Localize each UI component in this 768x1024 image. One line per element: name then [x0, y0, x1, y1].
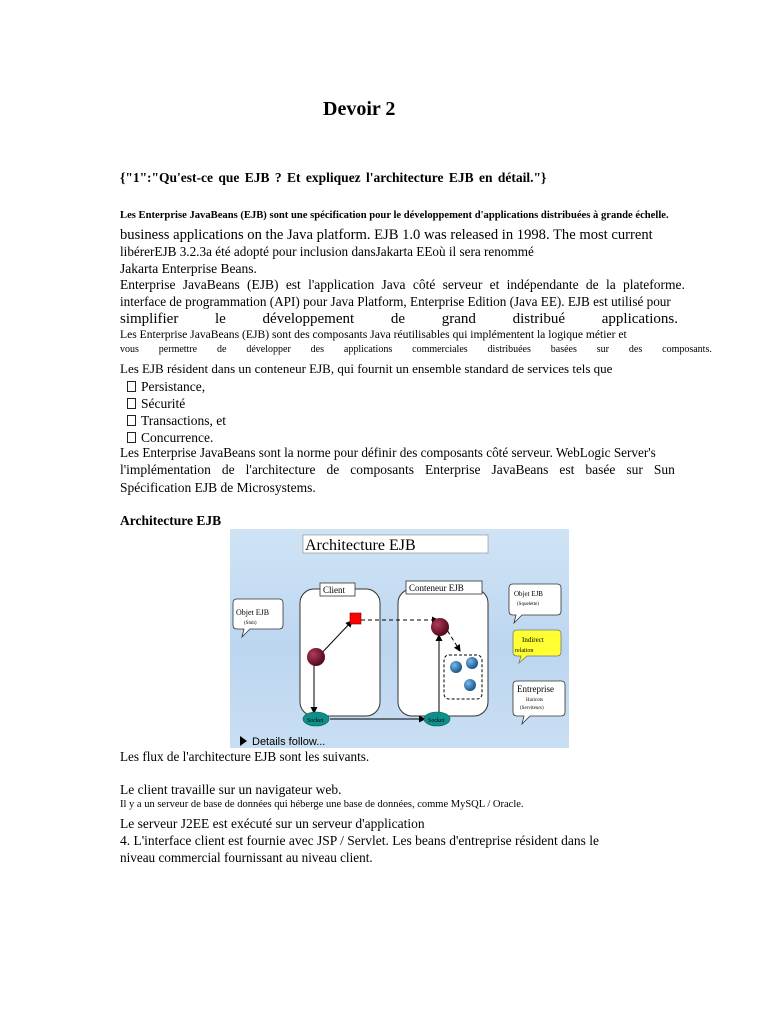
para3-line1: Les Enterprise JavaBeans sont la norme pour définir des composants côté serveur. WebLogic Server's: [120, 445, 656, 460]
indirect-note: [513, 630, 561, 663]
objet-left-label: Objet EJB: [236, 608, 270, 617]
para2-line3: simplifier le développement de grand distribué applications.: [120, 311, 678, 327]
client-line: Le client travaille sur un navigateur web.: [120, 782, 342, 797]
socket-right-label: Socket: [428, 718, 445, 724]
architecture-diagram-svg: [230, 529, 569, 748]
bullet-box-icon: [127, 415, 136, 426]
objet-right-sub: (Squelette): [517, 602, 539, 607]
item4-line2: niveau commercial fournissant au niveau client.: [120, 850, 373, 865]
bean-node: [466, 657, 478, 669]
bullet-box-icon: [127, 381, 136, 392]
objet-left-sub: (Stub): [244, 621, 257, 626]
j2ee-line: Le serveur J2EE est exécuté sur un serveur d'application: [120, 816, 425, 831]
bullet-box-icon: [127, 432, 136, 443]
para1-line3: libérerEJB 3.2.3a été adopté pour inclusion dansJakarta EEoù il sera renommé: [120, 244, 534, 259]
client-node: [307, 648, 325, 666]
entreprise-sub-2: (Serviteurs): [520, 706, 544, 711]
skeleton-node: [431, 618, 449, 636]
item4-line1: 4. L'interface client est fournie avec JSP / Servlet. Les beans d'entreprise résident dans le: [120, 833, 599, 848]
client-label: Client: [323, 585, 345, 595]
bean-node: [464, 679, 476, 691]
bullet-item: Concurrence.: [127, 431, 213, 445]
entreprise-sub-1: Haricots: [526, 698, 543, 703]
objet-left-bubble: [233, 599, 283, 637]
bullet-box-icon: [127, 398, 136, 409]
question-heading: {"1":"Qu'est-ce que EJB ? Et expliquez l'architecture EJB en détail."}: [120, 170, 547, 185]
indirect-label-1: Indirect: [522, 636, 544, 644]
bullet-item: Persistance,: [127, 380, 205, 394]
socket-left-label: Socket: [307, 718, 324, 724]
bullet-item: Transactions, et: [127, 414, 226, 428]
details-arrow-icon: [240, 736, 247, 746]
para2-line6: Les EJB résident dans un conteneur EJB, qui fournit un ensemble standard de services tels que: [120, 361, 613, 376]
para3-line3: Spécification EJB de Microsystems.: [120, 480, 316, 495]
architecture-diagram: [230, 529, 569, 748]
bullet-item: Sécurité: [127, 397, 185, 411]
stub-square: [350, 613, 361, 624]
para3-line2: l'implémentation de l'architecture de composants Enterprise JavaBeans est basée sur Sun: [120, 462, 675, 477]
para2-line5: vous permettre de développer des applications commerciales distribuées basées sur des composants.: [120, 344, 712, 355]
diagram-title: Architecture EJB: [305, 537, 416, 554]
details-follow-label: Details follow...: [252, 736, 326, 748]
objet-right-label: Objet EJB: [514, 590, 543, 598]
container-box: [398, 589, 488, 716]
bean-node: [450, 661, 462, 673]
flux-line: Les flux de l'architecture EJB sont les suivants.: [120, 749, 370, 764]
para2-line2: interface de programmation (API) pour Java Platform, Enterprise Edition (Java EE). EJB est utilisé pour: [120, 294, 671, 309]
page-title: Devoir 2: [323, 98, 396, 120]
para1-line2: business applications on the Java platform. EJB 1.0 was released in 1998. The most current: [120, 227, 653, 243]
para2-line1: Enterprise JavaBeans (EJB) est l'application Java côté serveur et indépendante de la plateforme.: [120, 277, 685, 292]
db-line: Il y a un serveur de base de données qui héberge une base de données, comme MySQL / Oracle.: [120, 799, 524, 810]
para1-line4: Jakarta Enterprise Beans.: [120, 261, 257, 276]
para1-bold-line: Les Enterprise JavaBeans (EJB) sont une spécification pour le développement d'applications distribuées à grande échelle.: [120, 210, 669, 221]
container-label: Conteneur EJB: [409, 583, 464, 593]
indirect-label-2: relation: [515, 648, 534, 654]
para2-line4: Les Enterprise JavaBeans (EJB) sont des composants Java réutilisables qui implémentent la logique métier et: [120, 328, 627, 341]
architecture-heading: Architecture EJB: [120, 513, 222, 528]
entreprise-label: Entreprise: [517, 684, 554, 694]
